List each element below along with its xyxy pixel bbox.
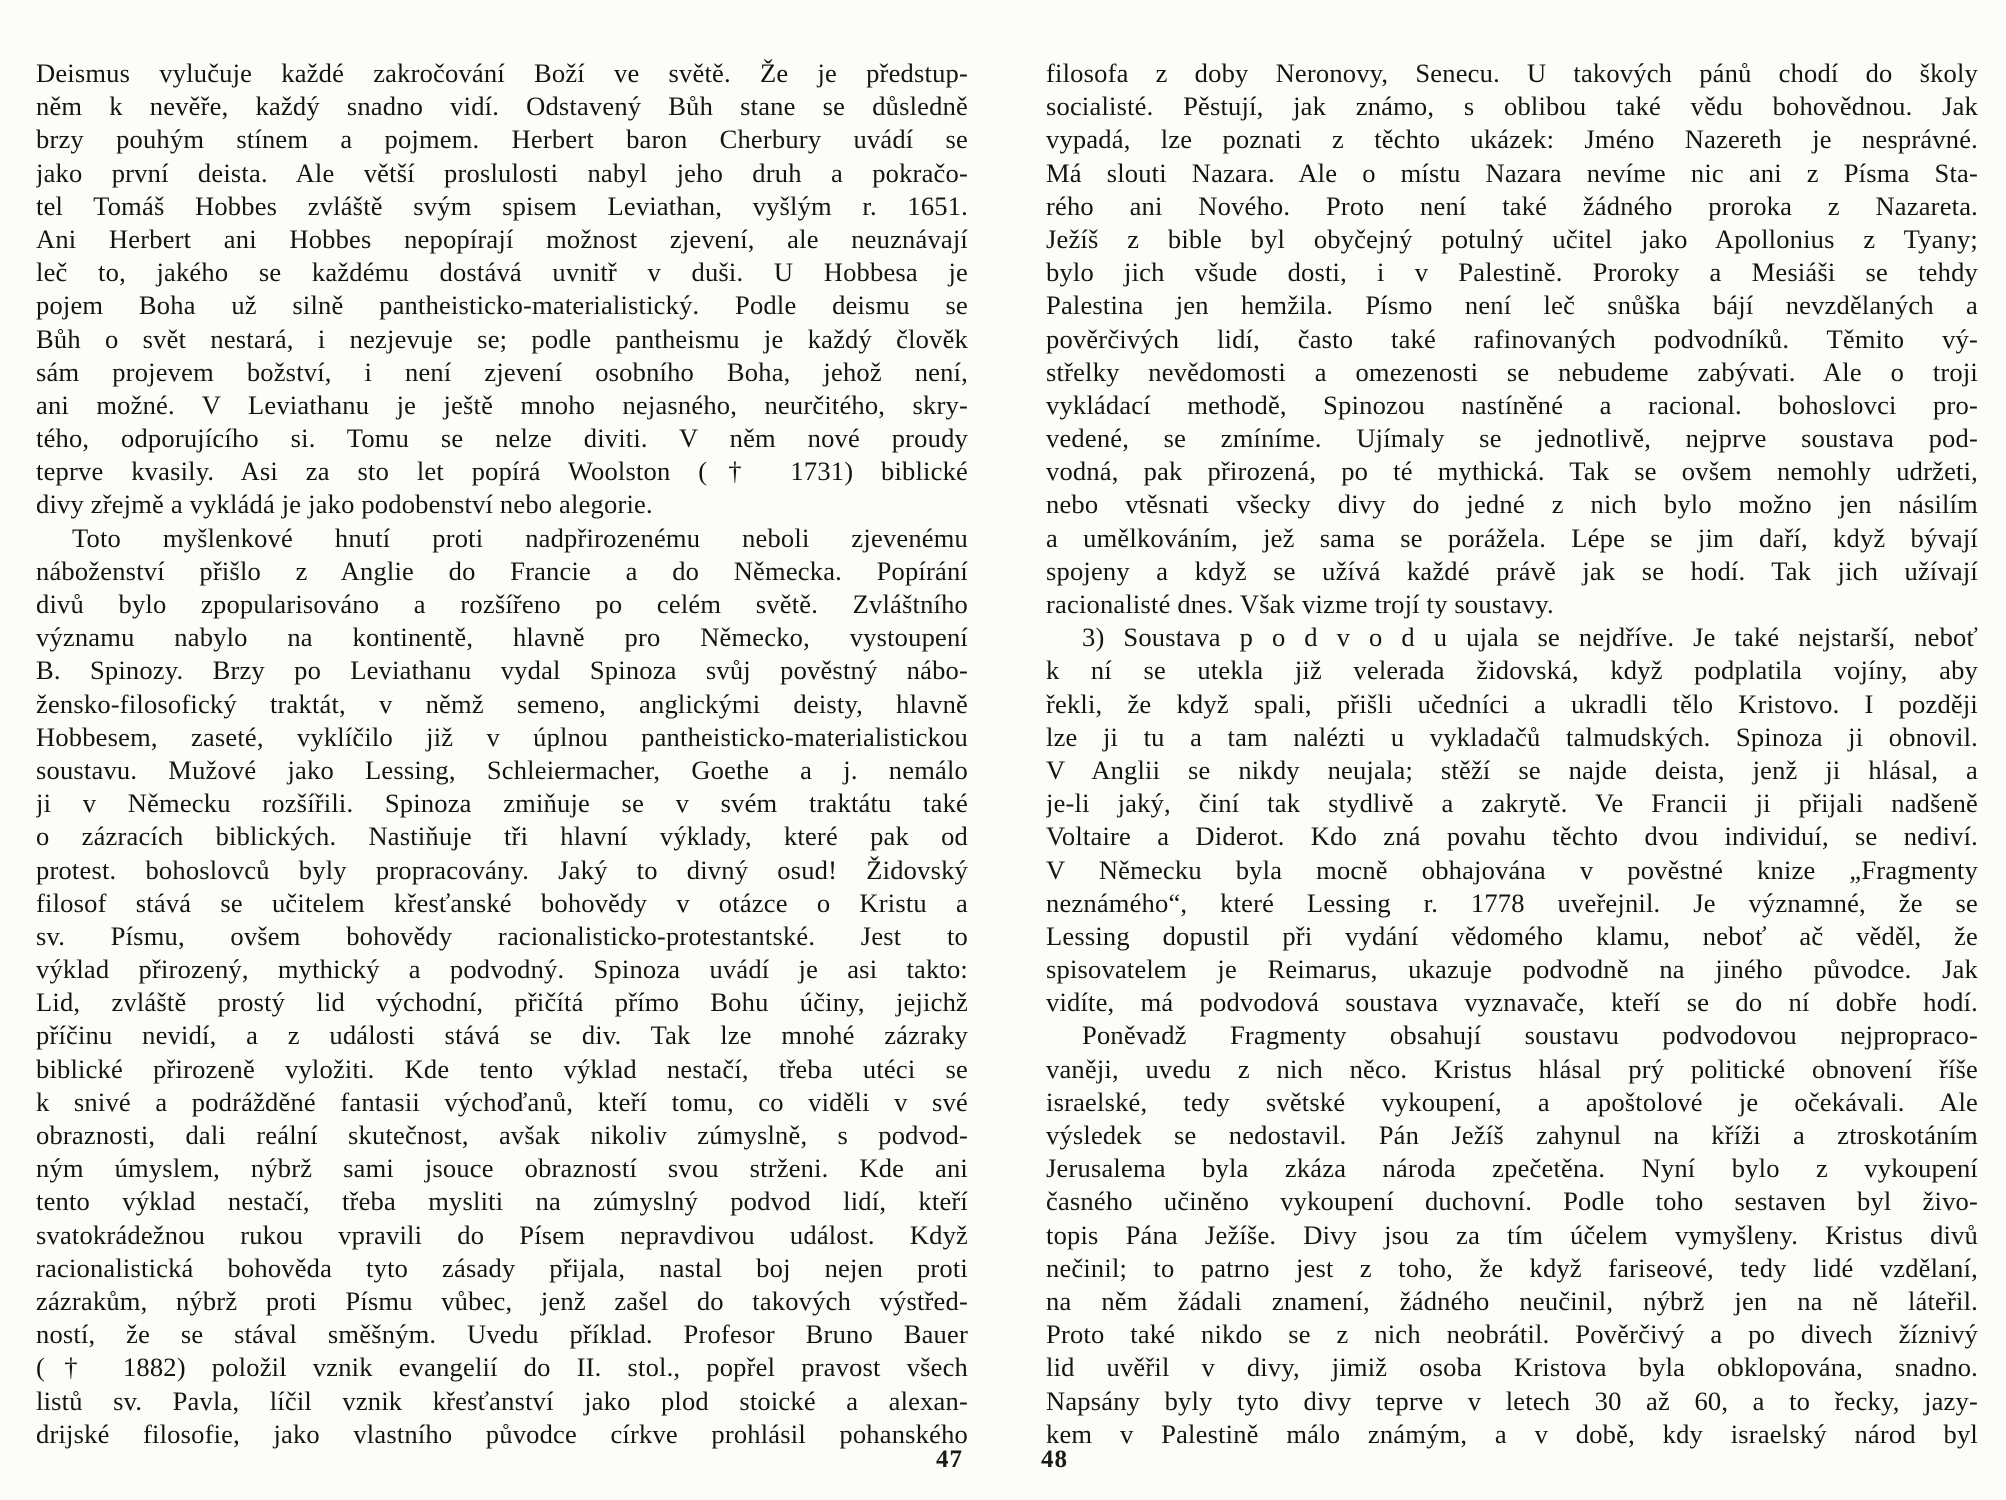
text-line: řekli, že když spali, přišli učedníci a ukradli tělo Kristovo. I později: [1046, 688, 1978, 719]
text-line: socialisté. Pěstují, jak známo, s oblibou také vědu bohovědnou. Jak: [1046, 91, 1978, 122]
text-line: leč to, jakého se každému dostává uvnitř v duši. U Hobbesa je: [36, 257, 968, 288]
text-line: výklad přirozený, mythický a podvodný. Spinoza uvádí je asi takto:: [36, 954, 968, 985]
text-line: je-li jaký, činí tak stydlivě a zakrytě. Ve Francii ji přijali nadšeně: [1046, 788, 1978, 819]
left-page-text: [36, 57, 968, 1451]
text-line: kem v Palestině málo známým, a v době, kdy israelský národ byl: [1046, 1418, 1978, 1449]
text-line: svatokrádežnou rukou vpravili do Písem nepravdivou událost. Když: [36, 1219, 968, 1250]
text-line: něm k nevěře, každý snadno vidí. Odstavený Bůh stane se důsledně: [36, 91, 968, 122]
text-line: náboženství přišlo z Anglie do Francie a do Německa. Popírání: [36, 555, 968, 586]
text-line: nečinil; to patrno jest z toho, že když fariseové, tedy lidé vzdělaní,: [1046, 1252, 1978, 1283]
text-line: listů sv. Pavla, líčil vznik křesťanství jako plod stoické a alexan-: [36, 1385, 968, 1416]
text-line: žensko-filosofický traktát, v němž semeno, anglickými deisty, hlavně: [36, 688, 968, 719]
text-line: ným úmyslem, nýbrž sami jsouce obrazností svou strženi. Kde ani: [36, 1153, 968, 1184]
text-line: biblické přirozeně vyložiti. Kde tento výklad nestačí, třeba utéci se: [36, 1053, 968, 1084]
text-line: spisovatelem je Reimarus, ukazuje podvodně na jiného původce. Jak: [1046, 954, 1978, 985]
text-line: Ježíš z bible byl obyčejný potulný učitel jako Apollonius z Tyany;: [1046, 223, 1978, 254]
text-line: příčinu nevidí, a z události stává se div. Tak lze mnohé zázraky: [36, 1020, 968, 1051]
text-line: Voltaire a Diderot. Kdo zná povahu těchto dvou individuí, se nediví.: [1046, 821, 1978, 852]
text-line: rého ani Nového. Proto není také žádného proroka z Nazareta.: [1046, 190, 1978, 221]
text-line: na něm žádali znamení, žádného neučinil, nýbrž jen na ně láteřil.: [1046, 1285, 1978, 1316]
text-line: a umělkováním, jež sama se porážela. Lépe se jim daří, když bývají: [1046, 522, 1978, 553]
text-line: zázrakům, nýbrž proti Písmu vůbec, jenž zašel do takových výstřed-: [36, 1285, 968, 1316]
text-line: israelské, tedy světské vykoupení, a apoštolové je očekávali. Ale: [1046, 1086, 1978, 1117]
right-page-text: [1046, 57, 1978, 1451]
text-line: lid uvěřil v divy, jimiž osoba Kristova byla obklopována, snadno.: [1046, 1352, 1978, 1383]
text-line: Ani Herbert ani Hobbes nepopírají možnost zjevení, ale neuznávají: [36, 223, 968, 254]
text-line: Hobbesem, zaseté, vyklíčilo již v úplnou pantheisticko-materialistickou: [36, 721, 968, 752]
text-line: sám projevem božství, i není zjevení osobního Boha, jehož není,: [36, 356, 968, 387]
text-line: Má slouti Nazara. Ale o místu Nazara nevíme nic ani z Písma Sta-: [1046, 157, 1978, 188]
text-line: Jerusalema byla zkáza národa zpečetěna. Nyní bylo z vykoupení: [1046, 1153, 1978, 1184]
text-line: Deismus vylučuje každé zakročování Boží ve světě. Že je předstup-: [36, 58, 968, 88]
text-line: vaněji, uvedu z nich něco. Kristus hlásal prý politické obnovení říše: [1046, 1053, 1978, 1084]
text-line: Poněvadž Fragmenty obsahují soustavu podvodovou nejpropraco-: [1082, 1020, 1978, 1051]
text-line: tého, odporujícího si. Tomu se nelze diviti. V něm nové proudy: [36, 423, 968, 454]
text-line: o zázracích biblických. Nastiňuje tři hlavní výklady, které pak od: [36, 821, 968, 852]
text-line: topis Pána Ježíše. Divy jsou za tím účelem vymyšleny. Kristus divů: [1046, 1219, 1978, 1250]
text-line: Lessing dopustil při vydání vědomého klamu, neboť ač věděl, že: [1046, 920, 1978, 951]
text-line: filosof stává se učitelem křesťanské bohovědy v otázce o Kristu a: [36, 887, 968, 918]
text-line: V Anglii se nikdy neujala; stěží se najde deista, jenž ji hlásal, a: [1046, 754, 1978, 785]
text-line: divů bylo zpopularisováno a rozšířeno po celém světě. Zvláštního: [36, 589, 968, 619]
text-line: střelky nevědomosti a omezenosti se nebudeme zabývati. Ale o troji: [1046, 356, 1978, 387]
text-line: Toto myšlenkové hnutí proti nadpřirozenému neboli zjevenému: [72, 522, 968, 553]
text-line: sv. Písmu, ovšem bohovědy racionalisticko-protestantské. Jest to: [36, 920, 968, 951]
text-line: nebo vtěsnati všecky divy do jedné z nich bylo možno jen násilím: [1046, 489, 1978, 520]
text-line: 3) Soustava p o d v o d u ujala se nejdříve. Je také nejstarší, neboť: [1082, 622, 1978, 653]
text-line: ností, že se stával směšným. Uvedu příklad. Profesor Bruno Bauer: [36, 1319, 968, 1350]
text-line: brzy pouhým stínem a pojmem. Herbert baron Cherbury uvádí se: [36, 124, 968, 155]
text-line: obraznosti, dali reální skutečnost, avšak nikoliv zúmyslně, s podvod-: [36, 1120, 968, 1150]
text-line: Bůh o svět nestará, i nezjevuje se; podle pantheismu je každý člověk: [36, 323, 968, 354]
text-line: Napsány byly tyto divy teprve v letech 30 až 60, a to řecky, jazy-: [1046, 1385, 1978, 1416]
text-line: vidíte, má podvodová soustava vyznavače, kteří se do ní dobře hodí.: [1046, 987, 1978, 1018]
text-line: výsledek se nedostavil. Pán Ježíš zahynul na kříži a ztroskotáním: [1046, 1120, 1978, 1150]
text-line: tento výklad nestačí, třeba mysliti na zúmyslný podvod lidí, kteří: [36, 1186, 968, 1217]
text-line: k snivé a podrážděné fantasii výchoďanů, kteří tomu, co viděli v své: [36, 1086, 968, 1117]
text-line: časného učiněno vykoupení duchovní. Podle toho sestaven byl živo-: [1046, 1186, 1978, 1217]
text-line: jako první deista. Ale větší proslulosti nabyl jeho druh a pokračo-: [36, 157, 968, 188]
text-line: Lid, zvláště prostý lid východní, přičítá přímo Bohu účiny, jejichž: [36, 987, 968, 1018]
text-line: ani možné. V Leviathanu je ještě mnoho nejasného, neurčitého, skry-: [36, 389, 968, 420]
text-line: racionalisté dnes. Však vizme trojí ty soustavy.: [1046, 589, 1554, 619]
text-line: Proto také nikdo se z nich neobrátil. Pověrčivý a po divech žíznivý: [1046, 1319, 1978, 1350]
text-line: k ní se utekla již velerada židovská, když podplatila vojíny, aby: [1046, 655, 1978, 686]
text-line: Palestina jen hemžila. Písmo není leč snůška bájí nevzdělaných a: [1046, 290, 1978, 321]
text-line: ji v Německu rozšířili. Spinoza zmiňuje se v svém traktátu také: [36, 788, 968, 819]
text-line: tel Tomáš Hobbes zvláště svým spisem Leviathan, vyšlým r. 1651.: [36, 190, 968, 221]
text-line: pověrčivých lidí, často také rafinovaných podvodníků. Těmito vý-: [1046, 323, 1978, 354]
text-line: V Německu byla mocně obhajována v pověstné knize „Fragmenty: [1046, 854, 1978, 885]
text-line: pojem Boha už silně pantheisticko-materialistický. Podle deismu se: [36, 290, 968, 321]
text-line: vedené, se zmíníme. Ujímaly se jednotlivě, nejprve soustava pod-: [1046, 423, 1978, 454]
text-line: B. Spinozy. Brzy po Leviathanu vydal Spinoza svůj pověstný nábo-: [36, 655, 968, 686]
right-page-number: 48: [1041, 1446, 1068, 1473]
text-line: vykládací methodě, Spinozou nastíněné a racional. bohoslovci pro-: [1046, 389, 1978, 420]
text-line: lze ji tu a tam nalézti u vykladačů talmudských. Spinoza ji obnovil.: [1046, 721, 1978, 752]
text-line: neznámého“, které Lessing r. 1778 uveřejnil. Je významné, že se: [1046, 887, 1978, 918]
left-page-number: 47: [936, 1446, 963, 1473]
text-line: vodná, pak přirozená, po té mythická. Tak se ovšem nemohly udržeti,: [1046, 456, 1978, 487]
text-line: († 1882) položil vznik evangelií do II. stol., popřel pravost všech: [36, 1352, 968, 1383]
text-line: racionalistická bohověda tyto zásady přijala, nastal boj nejen proti: [36, 1252, 968, 1283]
text-line: drijské filosofie, jako vlastního původce církve prohlásil pohanského: [36, 1418, 968, 1449]
text-line: filosofa z doby Neronovy, Senecu. U takových pánů chodí do školy: [1046, 58, 1978, 88]
text-line: soustavu. Mužové jako Lessing, Schleiermacher, Goethe a j. nemálo: [36, 754, 968, 785]
text-line: divy zřejmě a vykládá je jako podobenství nebo alegorie.: [36, 489, 653, 520]
text-line: vypadá, lze poznati z těchto ukázek: Jméno Nazereth je nesprávné.: [1046, 124, 1978, 155]
text-line: teprve kvasily. Asi za sto let popírá Woolston († 1731) biblické: [36, 456, 968, 487]
text-line: významu nabylo na kontinentě, hlavně pro Německo, vystoupení: [36, 622, 968, 653]
text-line: spojeny a když se užívá každé právě jak se hodí. Tak jich užívají: [1046, 555, 1978, 586]
text-line: protest. bohoslovců byly propracovány. Jaký to divný osud! Židovský: [36, 854, 968, 885]
text-line: bylo jich všude dosti, i v Palestině. Proroky a Mesiáši se tehdy: [1046, 257, 1978, 288]
